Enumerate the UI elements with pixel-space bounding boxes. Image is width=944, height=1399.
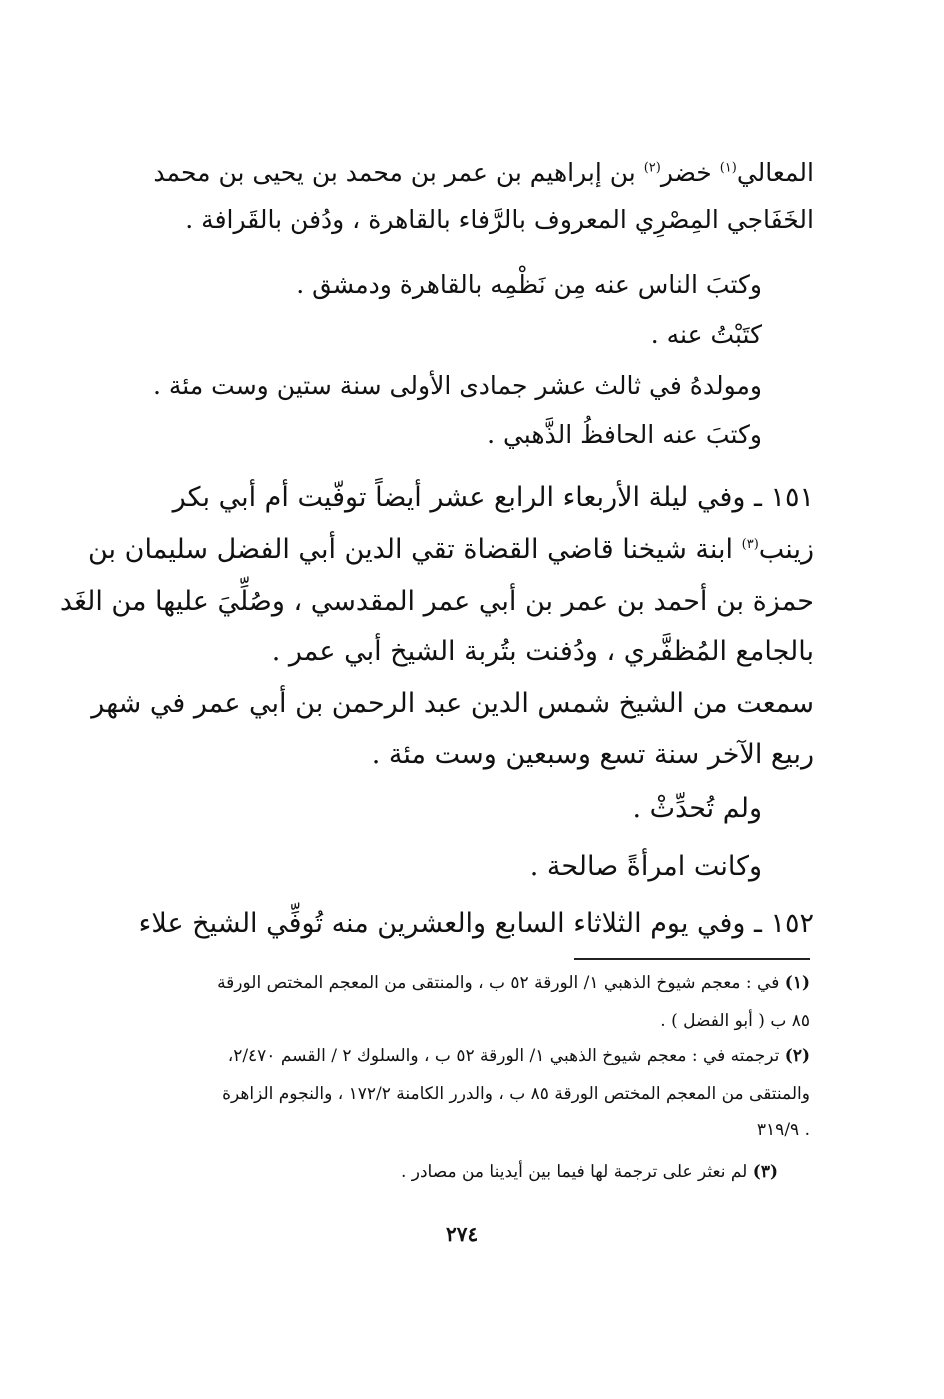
entry-heading-152: ١٥٢ ـ وفي يوم الثلاثاء السابع والعشرين منه تُوفِّي الشيخ علاء xyxy=(138,908,814,939)
entry-heading-151: ١٥١ ـ وفي ليلة الأربعاء الرابع عشر أيضاً توفّيت أم أبي بكر xyxy=(172,482,814,513)
footnote-number: (٢) xyxy=(784,1046,810,1066)
text-line: المعالي$^{(١)}$ خضر$^{(٢)}$ بن إبراهيم بن عمر بن محمد بن يحيى بن محمد xyxy=(153,158,814,187)
footnote-number: (١) xyxy=(784,973,810,993)
text-line: كتَبْتُ عنه . xyxy=(650,320,762,349)
page-number: ٢٧٤ xyxy=(446,1222,479,1246)
footnote-line: ٣١٩/٩ . xyxy=(756,1120,810,1140)
text-line: الخَفَاجي المِصْرِي المعروف بالرَّفاء بالقاهرة ، ودُفن بالقَرافة . xyxy=(185,205,814,234)
text-line: ولم تُحدِّثْ . xyxy=(632,793,762,824)
text-line: حمزة بن أحمد بن عمر بن أبي عمر المقدسي ، وصُلِّيَ عليها من الغَد xyxy=(59,586,814,617)
footnote-ref: (٣) xyxy=(741,537,759,552)
text-line: بالجامع المُظفَّري ، ودُفنت بتُربة الشيخ أبي عمر . xyxy=(271,636,814,667)
text-line: زينب$^{(٣)}$ ابنة شيخنا قاضي القضاة تقي الدين أبي الفضل سليمان بن xyxy=(88,534,814,565)
footnote-line: (٣) لم نعثر على ترجمة لها فيما بين أيدينا من مصادر . xyxy=(400,1162,778,1182)
footnote-line: والمنتقى من المعجم المختص الورقة ٨٥ ب ، والدرر الكامنة ١٧٢/٢ ، والنجوم الزاهرة xyxy=(222,1084,810,1104)
footnote-line: (٢) ترجمته في : معجم شيوخ الذهبي ١/ الورقة ٥٢ ب ، والسلوك ٢ / القسم ٢/٤٧٠، xyxy=(227,1046,810,1066)
text-line: ربيع الآخر سنة تسع وسبعين وست مئة . xyxy=(371,739,814,770)
footnote-ref: (١) xyxy=(719,160,737,176)
footnote-ref: (٢) xyxy=(643,160,661,176)
text-line: وكانت امرأةً صالحة . xyxy=(529,851,762,882)
text-line: ومولدهُ في ثالث عشر جمادى الأولى سنة ستين وست مئة . xyxy=(153,371,762,400)
text-line: وكتبَ الناس عنه مِن نَظْمِه بالقاهرة ودمشق . xyxy=(296,270,762,299)
footnote-line: (١) في : معجم شيوخ الذهبي ١/ الورقة ٥٢ ب ، والمنتقى من المعجم المختص الورقة xyxy=(217,973,810,993)
footnote-line: ٨٥ ب ( أبو الفضل ) . xyxy=(660,1011,810,1031)
footnote-separator xyxy=(574,958,810,960)
text-line: وكتبَ عنه الحافظُ الذَّهبي . xyxy=(487,420,762,449)
footnote-number: (٣) xyxy=(752,1162,778,1182)
text-line: سمعت من الشيخ شمس الدين عبد الرحمن بن أبي عمر في شهر xyxy=(91,688,814,719)
